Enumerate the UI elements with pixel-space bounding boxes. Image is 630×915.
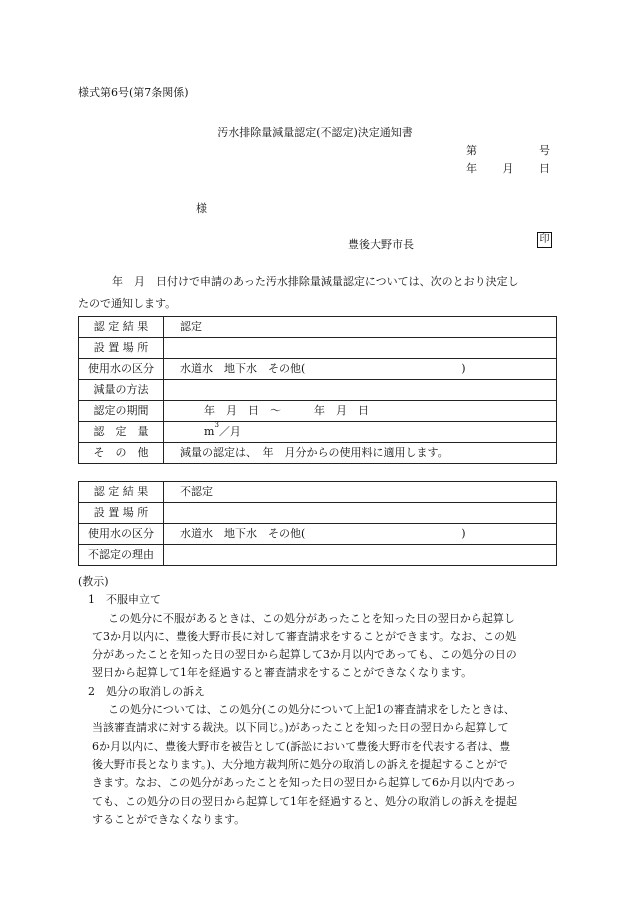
date-day: 日 [539,162,550,175]
row-label: 減量の方法 [79,380,164,401]
row-value: 減量の認定は、 年 月分からの使用料に適用します。 [164,443,557,464]
seal-stamp: 印 [537,232,552,248]
instructions-section [78,573,560,829]
issuer-name: 豊後大野市長 [348,238,414,251]
issue-date-line [466,160,550,176]
closing-paren: ) [461,362,466,375]
appeal-line: 分があったことを知った日の翌日から起算して3か月以内であっても、この処分の日の [92,648,517,662]
date-year: 年 [466,162,477,175]
unit-base: m [204,425,215,438]
intro-line-1: 年 月 日付けで申請のあった汚水排除量減量認定については、次のとおり決定し [112,275,519,288]
row-value [164,503,557,524]
row-value: 年 月 日 〜 年 月 日 [164,401,557,422]
appeal-line: この処分に不服があるときは、この処分があったことを知った日の翌日から起算し [108,611,515,625]
table-row [79,380,557,401]
lawsuit-line: 当該審査請求に対する裁決。以下同じ。)があったことを知った日の翌日から起算して [92,721,509,735]
row-value: 不認定 [164,482,557,503]
lawsuit-heading: 2 処分の取消しの訴え [88,684,205,698]
table-row [79,503,557,524]
number-prefix: 第 [466,144,477,157]
row-value: 認定 [164,317,557,338]
table-row [79,359,557,380]
number-suffix: 号 [539,144,550,157]
lawsuit-line: することができなくなります。 [92,812,246,826]
row-value [164,338,557,359]
row-label: 認 定 結 果 [79,482,164,503]
lawsuit-line: 後大野市長となります。)、大分地方裁判所に処分の取消しの訴えを提起することがで [92,757,508,771]
table-row [79,401,557,422]
document-number-line [466,142,550,158]
closing-paren: ) [461,527,466,540]
row-label: 設 置 場 所 [79,503,164,524]
table-row [79,482,557,503]
approved-result-table [78,316,557,464]
table-row [79,443,557,464]
appeal-line: て3か月以内に、豊後大野市長に対して審査請求をすることができます。なお、この処 [92,629,517,643]
table-row [79,545,557,566]
unit-tail: ／月 [218,425,241,438]
date-month: 月 [502,162,514,175]
row-value [164,545,557,566]
row-value [164,524,557,545]
water-type-options: 水道水 地下水 その他( [180,362,306,375]
water-type-options: 水道水 地下水 その他( [180,527,306,540]
row-value [164,380,557,401]
rejected-result-table [78,481,557,566]
row-value [164,422,557,443]
row-label: 使用水の区分 [79,359,164,380]
table-row [79,422,557,443]
table-row [79,338,557,359]
row-label: そ の 他 [79,443,164,464]
instructions-heading: (教示) [78,575,109,588]
intro-paragraph [78,271,558,315]
lawsuit-line: 6か月以内に、豊後大野市を被告として(訴訟において豊後大野市を代表する者は、豊 [92,739,511,753]
row-label: 認定の期間 [79,401,164,422]
addressee: 様 [196,202,207,215]
row-label: 使用水の区分 [79,524,164,545]
form-number: 様式第6号(第7条関係) [78,86,189,99]
appeal-line: 翌日から起算して1年を経過すると審査請求をすることができなくなります。 [92,666,473,680]
row-value [164,359,557,380]
unit-superscript: 3 [214,421,219,429]
table-row [79,524,557,545]
row-label: 認 定 結 果 [79,317,164,338]
document-title: 汚水排除量減量認定(不認定)決定通知書 [217,126,413,139]
lawsuit-line: ても、この処分の日の翌日から起算して1年を経過すると、処分の取消しの訴えを提起 [92,794,517,808]
row-label: 認 定 量 [79,422,164,443]
lawsuit-line: きます。なお、この処分があったことを知った日の翌日から起算して6か月以内であっ [92,776,516,790]
intro-line-2: たので通知します。 [78,297,177,310]
appeal-heading: 1 不服申立て [88,593,161,607]
row-label: 不認定の理由 [79,545,164,566]
table-row [79,317,557,338]
row-label: 設 置 場 所 [79,338,164,359]
lawsuit-line: この処分については、この処分(この処分について上記1の審査請求をしたときは、 [108,703,515,717]
